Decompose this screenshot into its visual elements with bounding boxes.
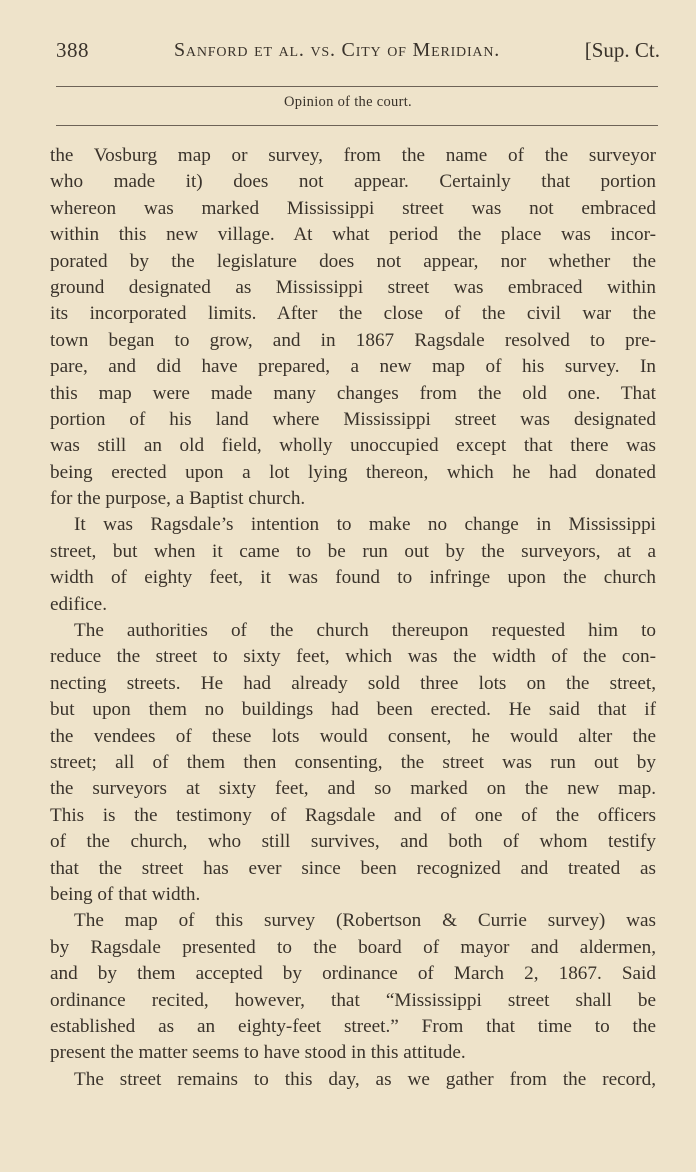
text-line: necting streets. He had already sold three lots on the street, [50,672,656,694]
text-line: ordinance recited, however, that “Mississippi street shall be [50,989,656,1011]
text-line: porated by the legislature does not appear, nor whether the [50,250,656,272]
text-line: ground designated as Mississippi street was embraced within [50,276,656,298]
text-line: street, but when it came to be run out by the surveyors, at a [50,540,656,562]
text-line: of the church, who still survives, and both of whom testify [50,831,656,853]
text-line: who made it) does not appear. Certainly that portion [50,171,656,193]
text-line: pare, and did have prepared, a new map of his survey. In [50,356,656,378]
body-text [50,143,656,1093]
header-rule-top [56,86,658,87]
page-header [56,38,660,78]
page-number: 388 [56,38,89,62]
court-label: [Sup. Ct. [584,38,660,62]
header-rule-bottom [56,125,658,126]
text-line: established as an eighty-feet street.” From that time to the [50,1015,656,1037]
text-line: but upon them no buildings had been erected. He said that if [50,699,656,721]
text-line: present the matter seems to have stood in this attitude. [50,1042,466,1064]
text-line: being of that width. [50,883,201,905]
text-line: that the street has ever since been recognized and treated as [50,857,656,879]
text-line: the vendees of these lots would consent, he would alter the [50,725,656,747]
text-line: The authorities of the church thereupon requested him to [74,620,656,642]
text-line: street; all of them then consenting, the street was run out by [50,751,656,773]
text-line: being erected upon a lot lying thereon, which he had donated [50,461,656,483]
text-line: It was Ragsdale’s intention to make no change in Mississippi [74,514,656,536]
text-line: This is the testimony of Ragsdale and of one of the officers [50,804,656,826]
text-line: town began to grow, and in 1867 Ragsdale resolved to pre- [50,329,656,351]
text-line: The map of this survey (Robertson & Currie survey) was [74,910,656,932]
text-line: The street remains to this day, as we gather from the record, [74,1068,656,1090]
text-line: by Ragsdale presented to the board of mayor and aldermen, [50,936,656,958]
section-heading: Opinion of the court. [284,94,412,110]
text-line: reduce the street to sixty feet, which was the width of the con- [50,646,656,668]
text-line: edifice. [50,593,107,615]
text-line: was still an old field, wholly unoccupied except that there was [50,435,656,457]
text-line: for the purpose, a Baptist church. [50,488,306,510]
running-title: Sanford et al. vs. City of Meridian. [174,39,501,61]
text-line: width of eighty feet, it was found to infringe upon the church [50,567,656,589]
text-line: the surveyors at sixty feet, and so marked on the new map. [50,778,656,800]
text-line: this map were made many changes from the old one. That [50,382,656,404]
text-line: whereon was marked Mississippi street was not embraced [50,197,656,219]
text-line: within this new village. At what period the place was incor- [50,224,656,246]
text-line: the Vosburg map or survey, from the name of the surveyor [50,145,656,166]
text-line: and by them accepted by ordinance of March 2, 1867. Said [50,963,656,985]
text-line: portion of his land where Mississippi street was designated [50,408,656,430]
text-line: its incorporated limits. After the close of the civil war the [50,303,656,325]
